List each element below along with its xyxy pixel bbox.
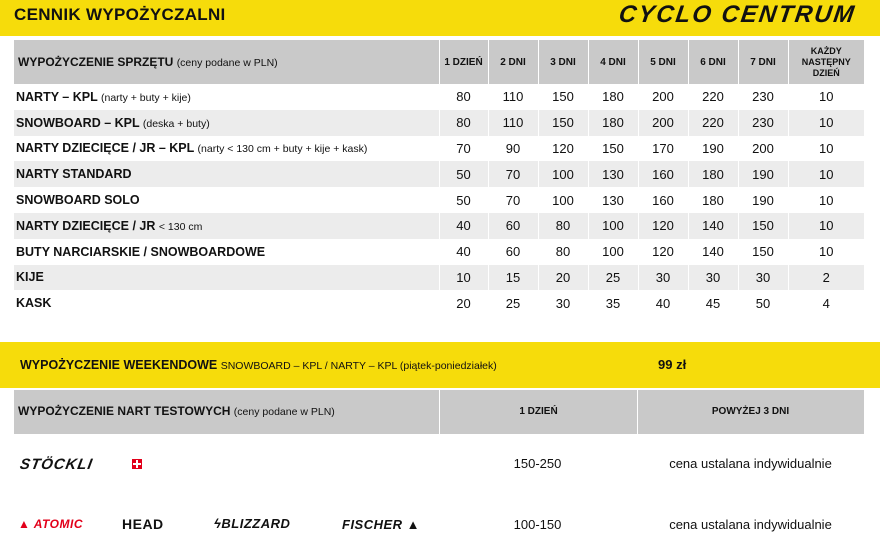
price-cell: 40	[439, 239, 488, 265]
column-header: 2 DNI	[488, 40, 538, 84]
item-name: NARTY STANDARD	[16, 167, 132, 182]
column-header: 7 DNI	[738, 40, 788, 84]
item-name: NARTY DZIECIĘCE / JR	[16, 218, 156, 233]
test-row-stockli	[14, 444, 864, 484]
price-cell: 50	[738, 290, 788, 316]
rental-title-cell	[14, 40, 439, 84]
price-cell: 150	[538, 110, 588, 136]
item-name: SNOWBOARD SOLO	[16, 193, 140, 208]
price-cell: 150	[738, 239, 788, 265]
price-cell: 100	[588, 213, 638, 239]
test-title: WYPOŻYCZENIE NART TESTOWYCH	[18, 404, 231, 418]
price-cell: 50	[439, 161, 488, 187]
test-price-1day: 100-150	[513, 517, 562, 532]
header-bar	[0, 0, 880, 36]
table-row	[14, 84, 864, 110]
price-cell: 160	[638, 161, 688, 187]
item-name: KASK	[16, 296, 52, 311]
price-cell: 60	[488, 213, 538, 239]
table-row	[14, 290, 864, 316]
weekend-rental-bar	[0, 342, 880, 388]
price-cell: 10	[788, 84, 864, 110]
price-cell: 120	[638, 239, 688, 265]
column-header-next-day	[788, 40, 864, 84]
swiss-cross-icon	[132, 459, 142, 469]
price-cell: 30	[738, 265, 788, 291]
price-cell: 190	[738, 161, 788, 187]
price-cell: 10	[439, 265, 488, 291]
item-name-cell	[14, 239, 439, 265]
price-cell: 90	[488, 136, 538, 162]
next-day-line: DZIEŃ	[812, 67, 840, 78]
item-name-cell	[14, 136, 439, 162]
price-cell: 200	[638, 84, 688, 110]
price-cell: 190	[738, 187, 788, 213]
atomic-logo: ▲ ATOMIC	[18, 517, 83, 531]
price-cell: 100	[588, 239, 638, 265]
head-logo: HEAD	[122, 516, 164, 532]
price-cell: 150	[738, 213, 788, 239]
price-cell: 140	[688, 239, 738, 265]
atomic-logo-text: ATOMIC	[33, 517, 83, 531]
item-note: (narty < 130 cm + buty + kije + kask)	[197, 143, 368, 156]
price-cell: 25	[588, 265, 638, 291]
item-name: BUTY NARCIARSKIE / SNOWBOARDOWE	[16, 244, 266, 259]
column-header: 5 DNI	[638, 40, 688, 84]
price-cell: 140	[688, 213, 738, 239]
price-cell: 40	[638, 290, 688, 316]
page-title: CENNIK WYPOŻYCZALNI	[14, 5, 226, 24]
price-cell: 30	[538, 290, 588, 316]
test-price-3plus: cena ustalana indywidualnie	[669, 456, 832, 471]
price-cell: 60	[488, 239, 538, 265]
price-cell: 20	[439, 290, 488, 316]
price-cell: 130	[588, 187, 638, 213]
item-name: NARTY – KPL	[16, 89, 98, 104]
price-cell: 230	[738, 110, 788, 136]
price-cell: 70	[488, 161, 538, 187]
price-cell: 100	[538, 161, 588, 187]
column-header: 3 DNI	[538, 40, 588, 84]
price-cell: 30	[638, 265, 688, 291]
price-cell: 110	[488, 84, 538, 110]
weekend-rental-text	[20, 358, 497, 372]
price-cell: 35	[588, 290, 638, 316]
next-day-line: NASTĘPNY	[801, 56, 851, 67]
test-price-3plus: cena ustalana indywidualnie	[669, 517, 832, 532]
price-cell: 150	[538, 84, 588, 110]
rental-price-table	[14, 40, 864, 316]
price-cell: 180	[588, 110, 638, 136]
test-price-1day: 150-250	[513, 456, 562, 471]
price-cell: 10	[788, 161, 864, 187]
item-name-cell	[14, 187, 439, 213]
weekend-price: 99 zł	[658, 357, 687, 372]
blizzard-logo-text: BLIZZARD	[221, 516, 291, 531]
item-name-cell	[14, 161, 439, 187]
price-cell: 130	[588, 161, 638, 187]
price-cell: 4	[788, 290, 864, 316]
price-cell: 45	[688, 290, 738, 316]
price-cell: 50	[439, 187, 488, 213]
price-cell: 25	[488, 290, 538, 316]
rental-title: WYPOŻYCZENIE SPRZĘTU	[18, 55, 174, 69]
table-row	[14, 187, 864, 213]
item-name-cell	[14, 265, 439, 291]
price-cell: 180	[688, 161, 738, 187]
brand-logo: CYCLO CENTRUM	[617, 1, 858, 28]
item-name: SNOWBOARD – KPL	[16, 115, 140, 130]
price-cell: 190	[688, 136, 738, 162]
price-cell: 220	[688, 110, 738, 136]
test-rental-header	[14, 390, 864, 434]
price-cell: 10	[788, 187, 864, 213]
item-note: (narty + buty + kije)	[101, 91, 191, 104]
item-note: < 130 cm	[158, 220, 203, 233]
weekend-details: SNOWBOARD – KPL / NARTY – KPL (piątek-poniedziałek)	[220, 360, 497, 372]
price-cell: 150	[588, 136, 638, 162]
price-cell: 30	[688, 265, 738, 291]
price-cell: 80	[538, 239, 588, 265]
price-cell: 180	[688, 187, 738, 213]
price-cell: 220	[688, 84, 738, 110]
item-name-cell	[14, 110, 439, 136]
item-note: (deska + buty)	[142, 117, 210, 130]
price-cell: 20	[538, 265, 588, 291]
price-cell: 160	[638, 187, 688, 213]
table-row	[14, 239, 864, 265]
table-row	[14, 161, 864, 187]
weekend-title: WYPOŻYCZENIE WEEKENDOWE	[20, 358, 218, 372]
test-title-note: (ceny podane w PLN)	[233, 406, 335, 418]
fischer-logo: FISCHER ▲	[342, 517, 421, 532]
price-cell: 10	[788, 136, 864, 162]
column-header: 1 DZIEŃ	[439, 40, 488, 84]
price-cell: 120	[538, 136, 588, 162]
price-cell: 200	[738, 136, 788, 162]
next-day-line: KAŻDY	[810, 45, 842, 56]
fischer-logo-text: FISCHER	[342, 517, 403, 532]
table-header-row	[14, 40, 864, 84]
column-header: 4 DNI	[588, 40, 638, 84]
price-cell: 10	[788, 110, 864, 136]
price-cell: 200	[638, 110, 688, 136]
price-cell: 80	[439, 84, 488, 110]
price-cell: 110	[488, 110, 538, 136]
rental-title-note: (ceny podane w PLN)	[176, 57, 278, 69]
price-cell: 230	[738, 84, 788, 110]
price-cell: 10	[788, 239, 864, 265]
item-name: KIJE	[16, 270, 44, 285]
item-name-cell	[14, 84, 439, 110]
item-name-cell	[14, 213, 439, 239]
price-cell: 170	[638, 136, 688, 162]
test-column-3plus: POWYŻEJ 3 DNI	[711, 406, 790, 417]
price-cell: 10	[788, 213, 864, 239]
item-name: NARTY DZIECIĘCE / JR – KPL	[16, 141, 195, 156]
price-cell: 80	[538, 213, 588, 239]
column-header: 6 DNI	[688, 40, 738, 84]
price-cell: 15	[488, 265, 538, 291]
price-cell: 120	[638, 213, 688, 239]
price-cell: 40	[439, 213, 488, 239]
price-cell: 2	[788, 265, 864, 291]
test-title-cell	[18, 404, 335, 418]
price-cell: 80	[439, 110, 488, 136]
test-column-1day: 1 DZIEŃ	[439, 390, 638, 434]
price-cell: 70	[439, 136, 488, 162]
item-name-cell	[14, 290, 439, 316]
table-row	[14, 110, 864, 136]
price-cell: 180	[588, 84, 638, 110]
blizzard-logo: ϟBLIZZARD	[214, 516, 291, 531]
test-row-brands	[14, 505, 864, 545]
table-row	[14, 136, 864, 162]
stockli-logo: STÖCKLI	[18, 456, 95, 473]
table-row	[14, 213, 864, 239]
table-row	[14, 265, 864, 291]
price-cell: 100	[538, 187, 588, 213]
price-cell: 70	[488, 187, 538, 213]
